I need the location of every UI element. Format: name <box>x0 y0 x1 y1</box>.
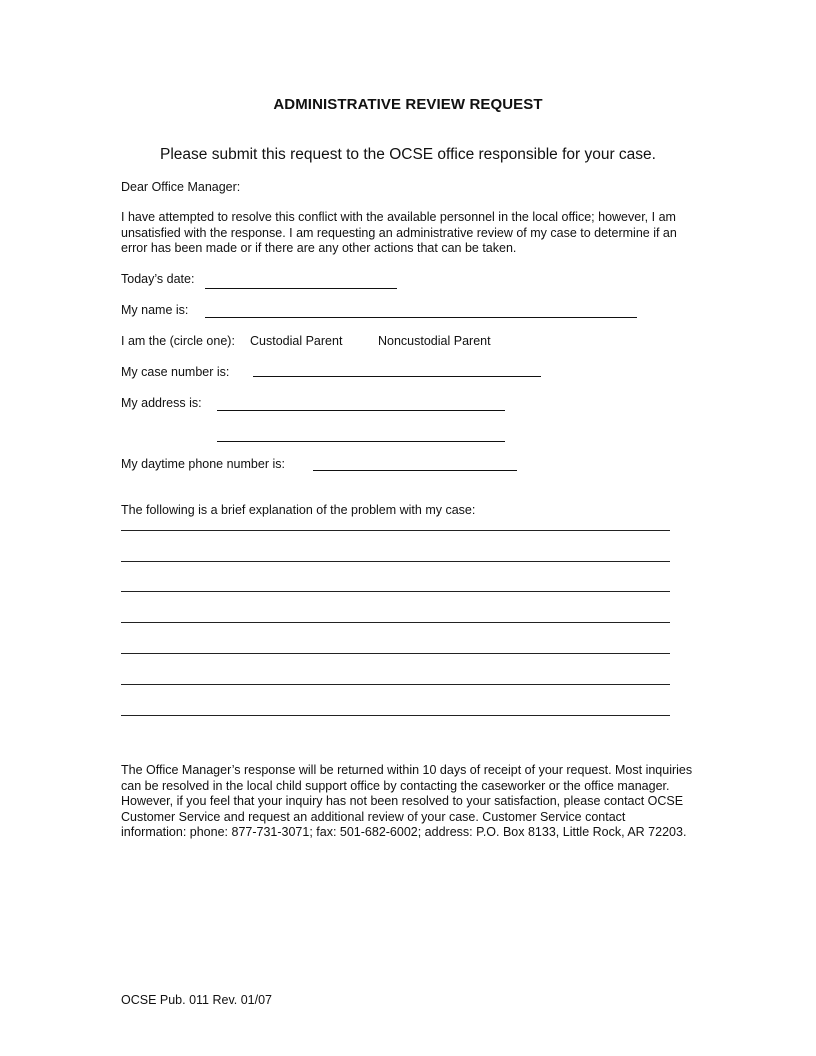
name-label: My name is: <box>121 303 189 317</box>
explanation-line[interactable] <box>121 653 670 654</box>
parent-type-label: I am the (circle one): <box>121 334 235 348</box>
explanation-line[interactable] <box>121 684 670 685</box>
date-field[interactable] <box>205 288 397 289</box>
noncustodial-parent-option[interactable]: Noncustodial Parent <box>378 334 491 348</box>
explanation-line[interactable] <box>121 561 670 562</box>
explanation-line[interactable] <box>121 530 670 531</box>
explanation-line[interactable] <box>121 591 670 592</box>
case-number-field[interactable] <box>253 376 541 377</box>
phone-field[interactable] <box>313 470 517 471</box>
submission-instruction: Please submit this request to the OCSE office responsible for your case. <box>160 146 656 163</box>
address-field-line-2[interactable] <box>217 441 505 442</box>
salutation: Dear Office Manager: <box>121 180 241 194</box>
page-title: ADMINISTRATIVE REVIEW REQUEST <box>273 96 543 113</box>
address-field-line-1[interactable] <box>217 410 505 411</box>
address-label: My address is: <box>121 396 202 410</box>
publication-footer: OCSE Pub. 011 Rev. 01/07 <box>121 993 273 1007</box>
case-number-label: My case number is: <box>121 365 230 379</box>
response-paragraph: The Office Manager’s response will be returned within 10 days of receipt of your request. Most inquiries can be resolved in the local child support office by contacting the caseworker or the office manager. However, if you feel that your inquiry has not been resolved to your satisfaction, please contact OCSE Customer Service and request an additional review of your case. Customer Service contact information: phone: 877-731-3071; fax: 501-682-6002; address: P.O. Box 8133, Little Rock, AR 72203. <box>121 763 693 839</box>
intro-paragraph: I have attempted to resolve this conflict with the available personnel in the local office; however, I am unsatisfied with the response. I am requesting an administrative review of my case to determine if an error has been made or if there are any other actions that can be taken. <box>121 210 677 255</box>
phone-label: My daytime phone number is: <box>121 457 285 471</box>
explanation-line[interactable] <box>121 622 670 623</box>
explanation-label: The following is a brief explanation of the problem with my case: <box>121 503 476 517</box>
custodial-parent-option[interactable]: Custodial Parent <box>250 334 343 348</box>
date-label: Today’s date: <box>121 272 195 286</box>
name-field[interactable] <box>205 317 637 318</box>
explanation-line[interactable] <box>121 715 670 716</box>
